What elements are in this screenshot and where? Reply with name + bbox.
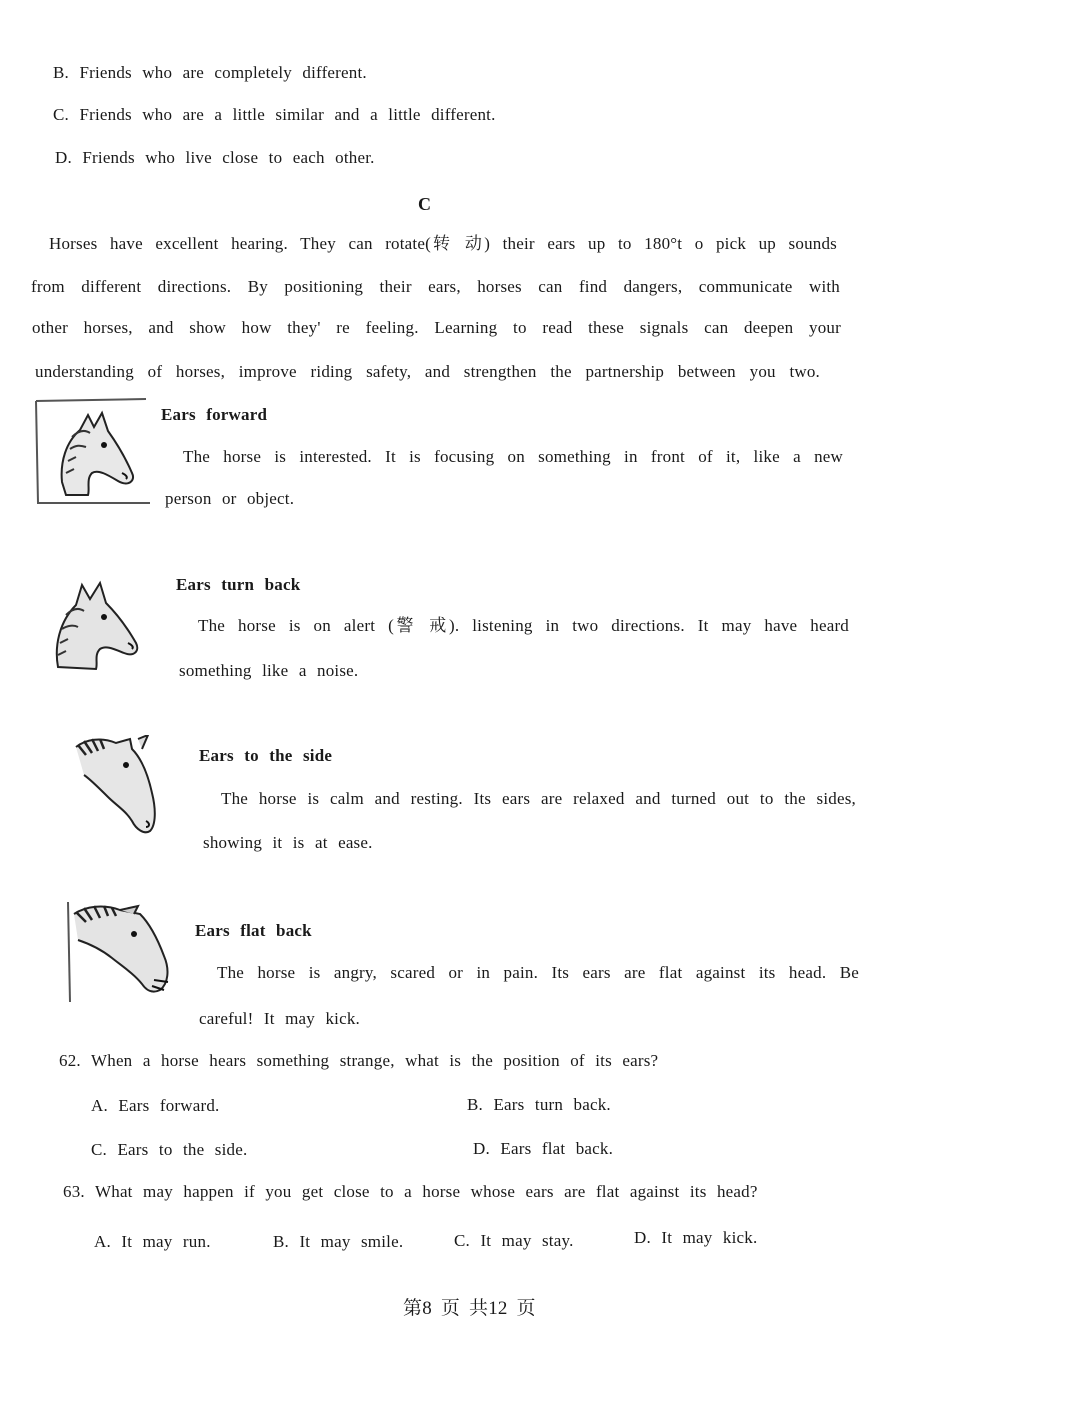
question-62-option-c: C. Ears to the side.: [91, 1140, 248, 1159]
intro-line-4: understanding of horses, improve riding safety, and strengthen the partnership between you two.: [35, 362, 820, 381]
horse-ears-flat-back-image: [64, 900, 174, 1004]
question-62-option-a: A. Ears forward.: [91, 1096, 220, 1115]
page-number-footer: 第8 页 共12 页: [403, 1298, 536, 1319]
option-b-prev: B. Friends who are completely different.: [53, 63, 367, 82]
question-63-option-d: D. It may kick.: [634, 1228, 758, 1247]
desc-ears-forward-line-2: person or object.: [165, 489, 295, 508]
question-63-stem: 63. What may happen if you get close to a horse whose ears are flat against its head?: [63, 1182, 758, 1201]
intro-line-2: from different directions. By positioning their ears, horses can find dangers, communicate with: [31, 277, 840, 296]
question-63-option-a: A. It may run.: [94, 1232, 211, 1251]
question-62-option-b: B. Ears turn back.: [467, 1095, 611, 1114]
desc-ears-forward-line-1: The horse is interested. It is focusing on something in front of it, like a new: [183, 447, 843, 466]
horse-ears-forward-image: [32, 397, 150, 507]
heading-ears-turn-back: Ears turn back: [176, 575, 301, 594]
question-62-option-d: D. Ears flat back.: [473, 1139, 614, 1158]
question-63-option-b: B. It may smile.: [273, 1232, 404, 1251]
desc-ears-to-side-line-1: The horse is calm and resting. Its ears are relaxed and turned out to the sides,: [221, 789, 856, 808]
desc-ears-turn-back-line-2: something like a noise.: [179, 661, 359, 680]
option-d-prev: D. Friends who live close to each other.: [55, 148, 375, 167]
heading-ears-flat-back: Ears flat back: [195, 921, 312, 940]
section-title: C: [418, 194, 432, 214]
heading-ears-forward: Ears forward: [161, 405, 268, 424]
horse-ears-to-side-image: [72, 735, 160, 839]
horse-ears-turn-back-image: [48, 575, 144, 671]
question-63-option-c: C. It may stay.: [454, 1231, 574, 1250]
desc-ears-to-side-line-2: showing it is at ease.: [203, 833, 373, 852]
heading-ears-to-side: Ears to the side: [199, 746, 333, 765]
desc-ears-flat-back-line-2: careful! It may kick.: [199, 1009, 360, 1028]
option-c-prev: C. Friends who are a little similar and a little different.: [53, 105, 496, 124]
desc-ears-flat-back-line-1: The horse is angry, scared or in pain. Its ears are flat against its head. Be: [217, 963, 859, 982]
question-62-stem: 62. When a horse hears something strange, what is the position of its ears?: [59, 1051, 659, 1070]
desc-ears-turn-back-line-1: The horse is on alert (警 戒). listening in two directions. It may have heard: [198, 616, 849, 635]
intro-line-3: other horses, and show how they' re feeling. Learning to read these signals can deepen your: [32, 318, 841, 337]
intro-line-1: Horses have excellent hearing. They can rotate(转 动) their ears up to 180°t o pick up sounds: [49, 234, 837, 253]
